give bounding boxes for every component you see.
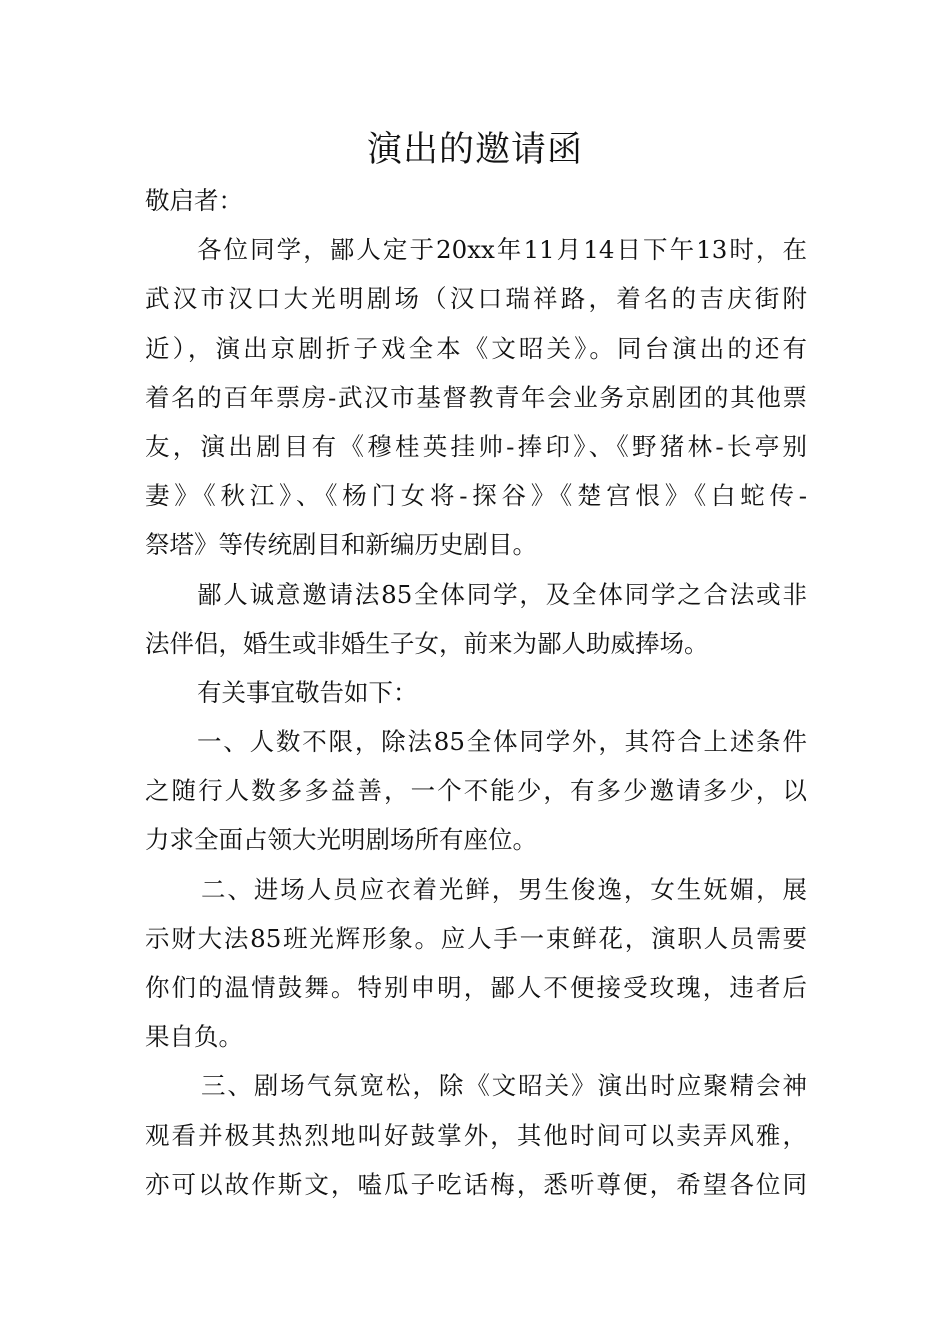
paragraph-line: 鄙人诚意邀请法85全体同学，及全体同学之合法或非 [197, 579, 807, 609]
document-title: 演出的邀请函 [366, 130, 583, 170]
paragraph-line: 祭塔》等传统剧目和新编历史剧目。 [145, 530, 537, 560]
paragraph-line: 着名的百年票房-武汉市基督教青年会业务京剧团的其他票 [145, 382, 807, 412]
paragraph-line: 亦可以故作斯文，嗑瓜子吃话梅，悉听尊便，希望各位同 [145, 1169, 807, 1199]
paragraph-line: 友，演出剧目有《穆桂英挂帅-捧印》、《野猪林-长亭别 [145, 431, 807, 461]
salutation: 敬启者： [145, 186, 243, 215]
paragraph-line: 有关事宜敬告如下： [197, 677, 418, 707]
paragraph-line: 二、进场人员应衣着光鲜，男生俊逸，女生妩媚，展 [201, 874, 807, 904]
document-body [145, 176, 807, 1209]
paragraph-line: 妻》《秋江》、《杨门女将-探谷》《楚宫恨》《白蛇传- [145, 481, 807, 511]
paragraph-line: 三、剧场气氛宽松，除《文昭关》演出时应聚精会神 [201, 1071, 807, 1101]
paragraph-line: 近），演出京剧折子戏全本《文昭关》。同台演出的还有 [145, 333, 807, 363]
paragraph-line: 之随行人数多多益善，一个不能少，有多少邀请多少，以 [145, 776, 807, 806]
paragraph-line: 法伴侣，婚生或非婚生子女，前来为鄙人助威捧场。 [145, 628, 709, 658]
paragraph-line: 示财大法85班光辉形象。应人手一束鲜花，演职人员需要 [145, 923, 807, 953]
paragraph-line: 观看并极其热烈地叫好鼓掌外，其他时间可以卖弄风雅， [145, 1120, 807, 1150]
paragraph-line: 力求全面占领大光明剧场所有座位。 [145, 825, 537, 855]
paragraph-line: 各位同学，鄙人定于20xx年11月14日下午13时，在 [197, 235, 807, 265]
paragraph-line: 一、人数不限，除法85全体同学外，其符合上述条件 [197, 727, 807, 757]
paragraph-line: 武汉市汉口大光明剧场（汉口瑞祥路，着名的吉庆街附 [145, 284, 807, 314]
paragraph-line: 果自负。 [145, 1022, 243, 1052]
paragraph-line: 你们的温情鼓舞。特别申明，鄙人不便接受玫瑰，违者后 [145, 973, 807, 1002]
